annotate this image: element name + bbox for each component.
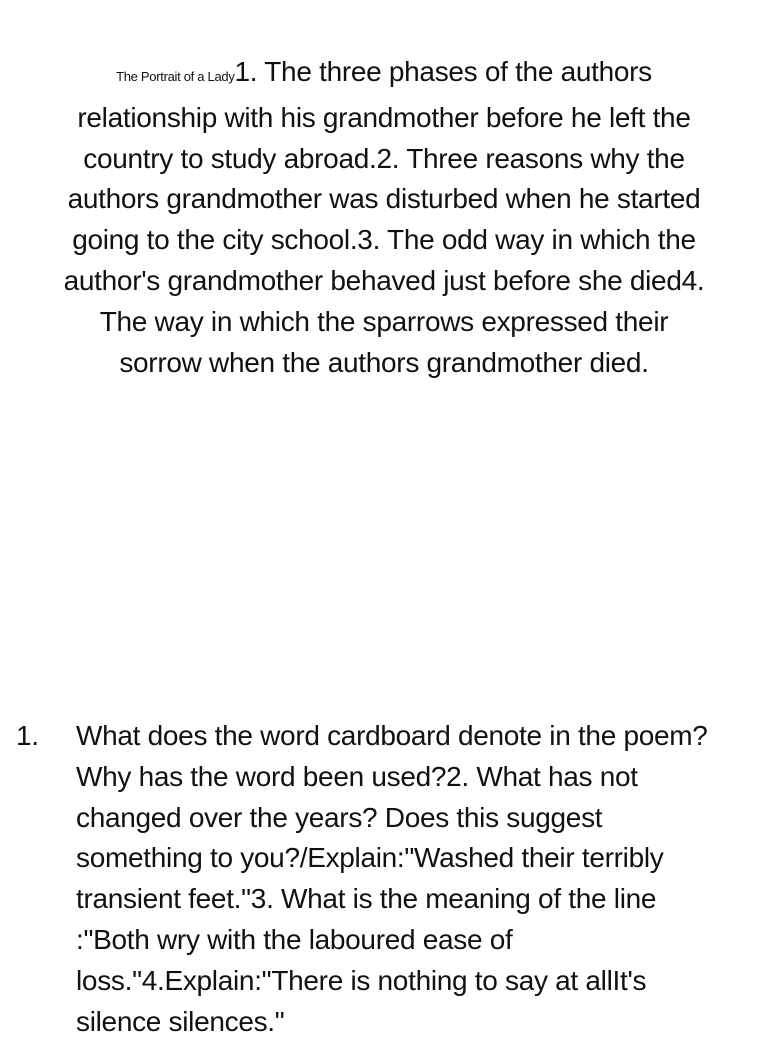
- section-1-questions: 1. The three phases of the authors relationship with his grandmother before he left the country to study abroad.2. Three reasons why the authors grandmother was disturbed when he started going to the city school.3. The odd way in which the author's grandmother behaved just before she died4. The way in which the sparrows expressed their sorrow when the authors grandmother died.: [63, 56, 705, 378]
- document-title: The Portrait of a Lady: [116, 69, 235, 84]
- section-2-questions: What does the word cardboard denote in the poem? Why has the word been used?2. What has not changed over the years? Does this suggest something to you?/Explain:"Washed their terribly transient feet."3. What is the meaning of the line :"Both wry with the laboured ease of loss."4.Explain:"There is nothing to say at allIt's silence silences.": [76, 720, 708, 1037]
- section-1-paragraph: [60, 52, 708, 383]
- section-2-paragraph: [16, 716, 726, 1042]
- section-2-list-item: [16, 716, 726, 1042]
- list-number: 1.: [16, 720, 39, 751]
